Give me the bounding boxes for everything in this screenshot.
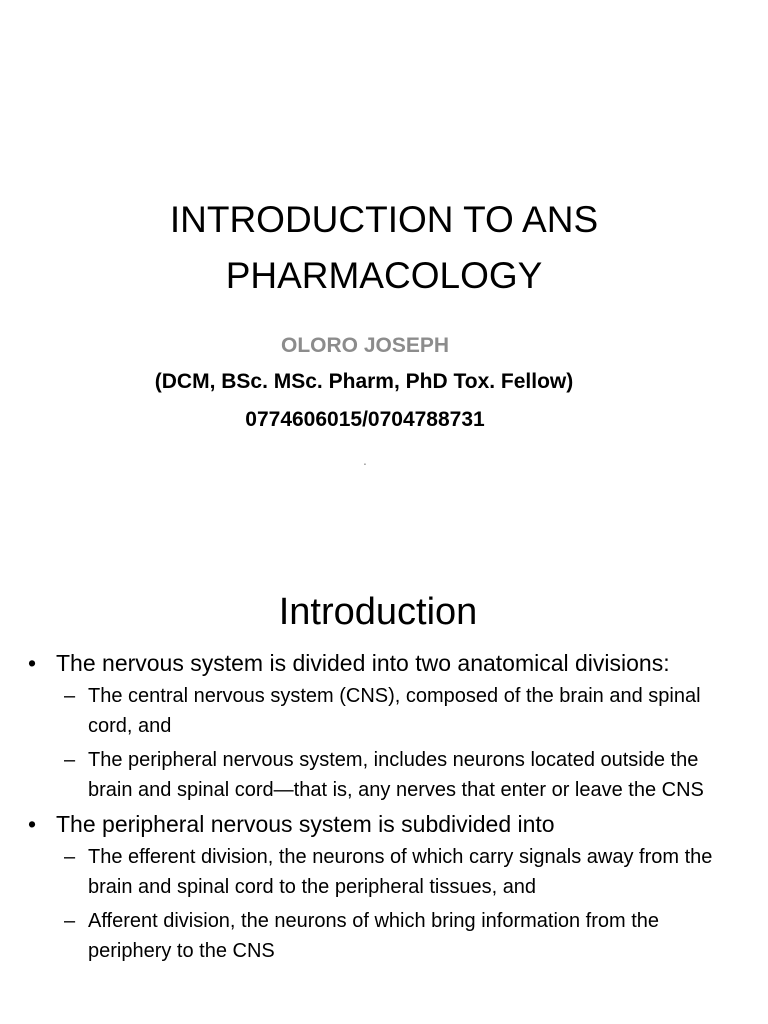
author-name: OLORO JOSEPH	[280, 334, 450, 357]
sub-bullet-item	[0, 681, 768, 741]
sub-bullet-text: Afferent division, the neurons of which bring information from the periphery to the CNS	[88, 910, 660, 962]
slide-title	[0, 192, 768, 304]
author-credentials: (DCM, BSc. MSc. Pharm, PhD Tox. Fellow)	[154, 370, 574, 393]
bullet-dot-icon: •	[28, 811, 37, 837]
sub-bullet-text: The efferent division, the neurons of which carry signals away from the brain and spinal cord to the peripheral tissues, and	[88, 846, 713, 898]
dash-icon: –	[64, 910, 76, 932]
sub-bullet-item	[0, 745, 768, 805]
dash-icon: –	[64, 749, 76, 771]
bullet-text: The nervous system is divided into two anatomical divisions:	[56, 650, 670, 676]
sub-bullet-text: The central nervous system (CNS), composed of the brain and spinal cord, and	[88, 685, 701, 737]
slide-heading: Introduction	[278, 591, 478, 633]
placeholder-dot: .	[363, 452, 367, 468]
title-line: PHARMACOLOGY	[225, 255, 543, 296]
bullet-item	[0, 809, 768, 840]
bullet-dot-icon: •	[28, 650, 37, 676]
dash-icon: –	[64, 685, 76, 707]
bullet-item	[0, 648, 768, 679]
contact-phone: 0774606015/0704788731	[245, 408, 485, 431]
introduction-slide	[0, 576, 768, 1024]
bullet-list	[0, 648, 768, 970]
sub-bullet-item	[0, 906, 768, 966]
title-line: INTRODUCTION TO ANS	[169, 199, 599, 240]
sub-bullet-item	[0, 842, 768, 902]
dash-icon: –	[64, 846, 76, 868]
sub-bullet-text: The peripheral nervous system, includes neurons located outside the brain and spinal cord—that is, any nerves that enter or leave the CNS	[88, 749, 704, 801]
bullet-text: The peripheral nervous system is subdivided into	[56, 811, 555, 837]
